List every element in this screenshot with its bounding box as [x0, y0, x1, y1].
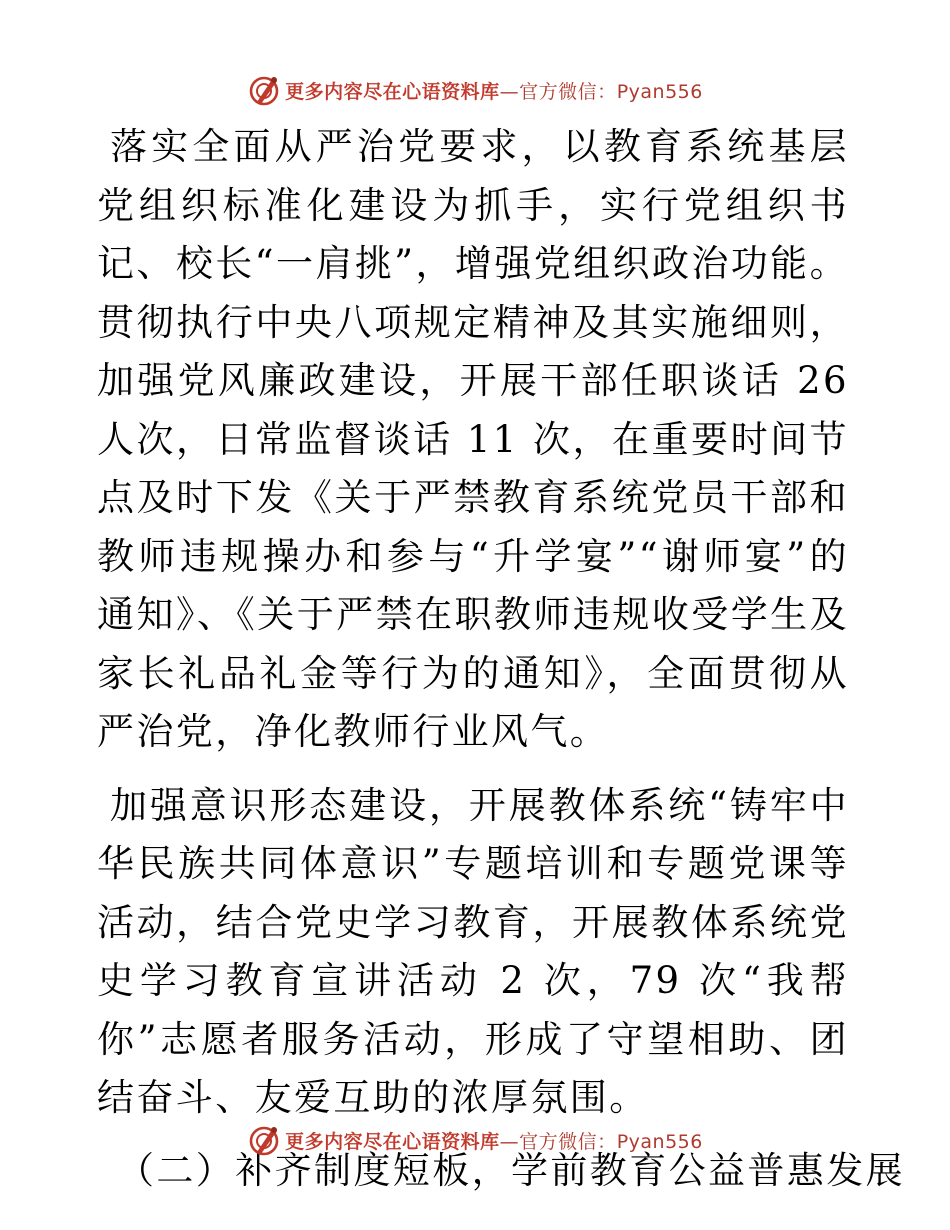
brand-logo-icon — [247, 72, 283, 108]
watermark-wechat-id: Pyan556 — [616, 80, 703, 103]
brand-logo-icon — [247, 1122, 283, 1158]
document-body — [97, 118, 905, 1200]
watermark-wechat-id: Pyan556 — [616, 1130, 703, 1153]
watermark-main-text: 更多内容尽在心语资料库 — [285, 1130, 500, 1153]
watermark-main-text: 更多内容尽在心语资料库 — [285, 80, 500, 103]
watermark-wechat-label: 官方微信： — [519, 1130, 617, 1153]
section-heading: （二）补齐制度短板，学前教育公益普惠发展 — [117, 1148, 905, 1192]
watermark-dash: — — [499, 80, 520, 103]
header-watermark — [0, 70, 950, 110]
watermark-dash: — — [499, 1130, 520, 1153]
paragraph-1: 落实全面从严治党要求，以教育系统基层党组织标准化建设为抓手，实行党组织书记、校长“一肩挑”，增强党组织政治功能。贯彻执行中央八项规定精神及其实施细则，加强党风廉政建设，开展干部任职谈话 26 人次，日常监督谈话 11 次，在重要时间节点及时下发《关于严禁教育系统党员干部和教师违规操办和参与“升学宴”“谢师宴”的通知》、《关于严禁在职教师违规收受学生及家长礼品礼金等行为的通知》，全面贯彻从严治党，净化教师行业风气。 — [97, 125, 849, 753]
footer-watermark — [0, 1120, 950, 1160]
watermark-wechat-label: 官方微信： — [519, 80, 617, 103]
paragraph-2: 加强意识形态建设，开展教体系统“铸牢中华民族共同体意识”专题培训和专题党课等活动，结合党史学习教育，开展教体系统党史学习教育宣讲活动 2 次，79 次“我帮你”志愿者服务活动，形成了守望相助、团结奋斗、友爱互助的浓厚氛围。 — [97, 783, 849, 1119]
